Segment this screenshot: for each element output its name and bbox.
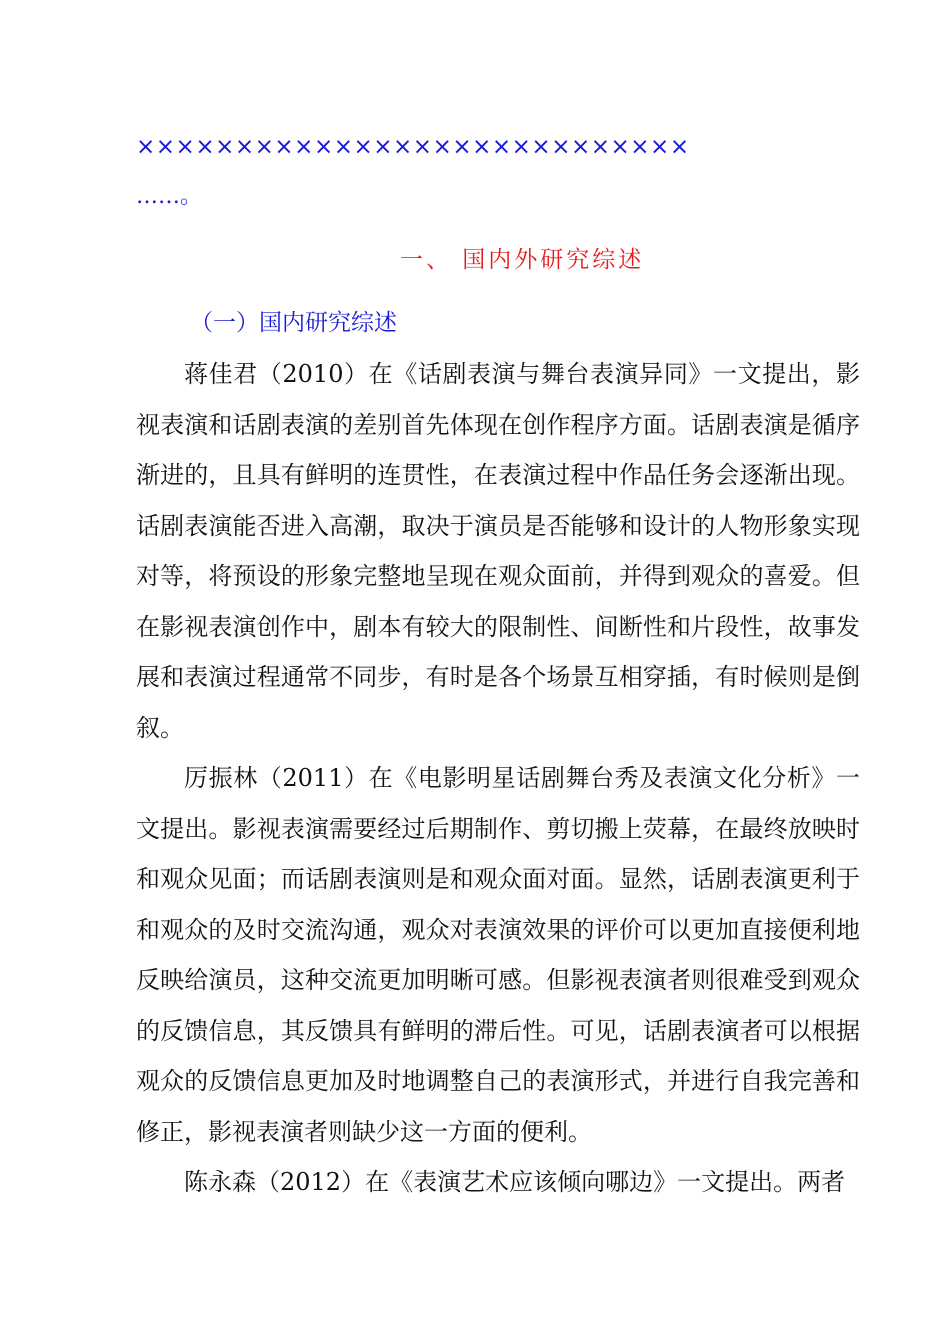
paragraph-chen-yongsen: 陈永森（2012）在《表演艺术应该倾向哪边》一文提出。两者 xyxy=(184,1168,846,1196)
paragraph-jiang-jiajun: 蒋佳君（2010）在《话剧表演与舞台表演异同》一文提出，影视表演和话剧表演的差别首先体现在创作程序方面。话剧表演是循序渐进的，且具有鲜明的连贯性，在表演过程中作品任务会逐渐出现。话剧表演能否进入高潮，取决于演员是否能够和设计的人物形象实现对等，将预设的形象完整地呈现在观众面前，并得到观众的喜爱。但在影视表演创作中，剧本有较大的限制性、间断性和片段性，故事发展和表演过程通常不同步，有时是各个场景互相穿插，有时候则是倒叙。 xyxy=(136,360,860,742)
ellipsis-line: ……。 xyxy=(136,184,203,209)
subsection-heading: （一）国内研究综述 xyxy=(190,310,397,336)
section-heading: 一、 国内外研究综述 xyxy=(400,247,645,273)
placeholder-x-line: ×××××××××××××××××××××××××××× xyxy=(136,134,690,160)
paragraph-li-zhenlin: 厉振林（2011）在《电影明星话剧舞台秀及表演文化分析》一文提出。影视表演需要经过后期制作、剪切搬上荧幕，在最终放映时和观众见面；而话剧表演则是和观众面对面。显然，话剧表演更利于和观众的及时交流沟通，观众对表演效果的评价可以更加直接便利地反映给演员，这种交流更加明晰可感。但影视表演者则很难受到观众的反馈信息，其反馈具有鲜明的滞后性。可见，话剧表演者可以根据观众的反馈信息更加及时地调整自己的表演形式，并进行自我完善和修正，影视表演者则缺少这一方面的便利。 xyxy=(136,764,860,1146)
body-text xyxy=(136,349,860,1208)
